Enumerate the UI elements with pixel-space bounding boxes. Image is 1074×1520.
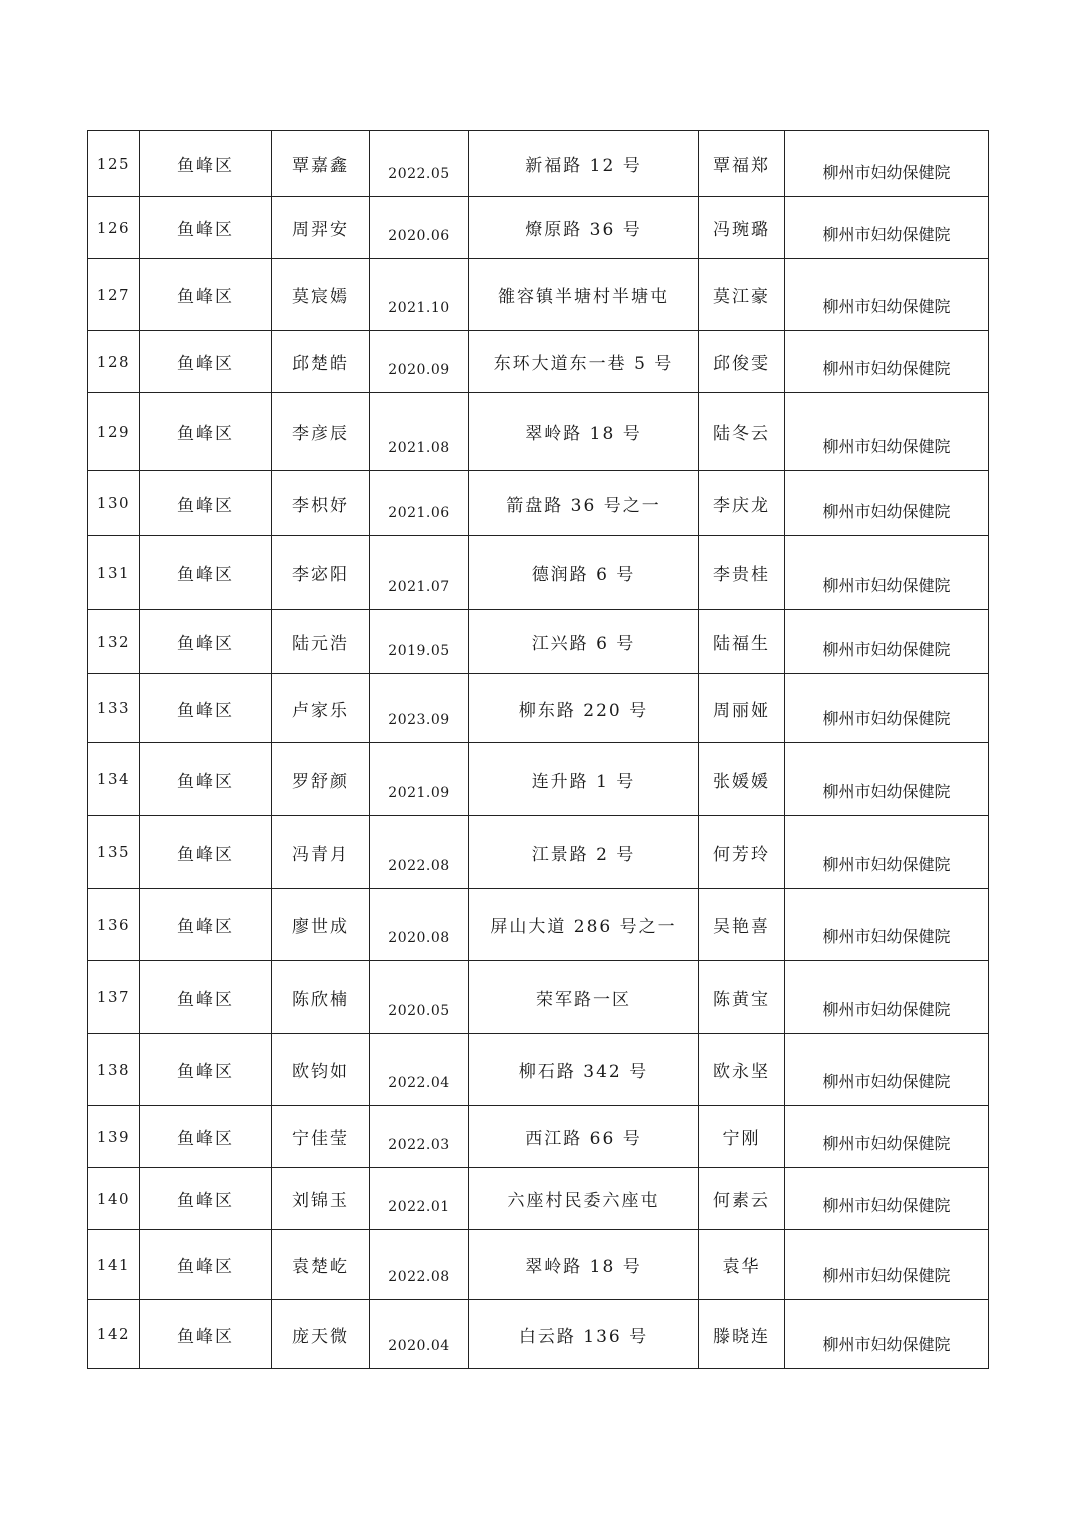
cell-district: 鱼峰区: [140, 961, 272, 1034]
cell-child-name: 袁楚屹: [272, 1230, 370, 1300]
cell-guardian: 滕晓连: [699, 1300, 785, 1369]
cell-guardian: 陆冬云: [699, 393, 785, 471]
cell-date: 2022.08: [370, 1230, 469, 1300]
table-row: [88, 331, 989, 393]
cell-number: 141: [88, 1230, 140, 1300]
cell-district: 鱼峰区: [140, 1230, 272, 1300]
cell-address: 连升路 1 号: [469, 743, 699, 816]
cell-organization: 柳州市妇幼保健院: [785, 131, 989, 197]
cell-number: 142: [88, 1300, 140, 1369]
cell-child-name: 冯青月: [272, 816, 370, 889]
cell-organization: 柳州市妇幼保健院: [785, 393, 989, 471]
table-row: [88, 197, 989, 259]
table-body: [88, 131, 989, 1369]
cell-district: 鱼峰区: [140, 259, 272, 331]
cell-organization: 柳州市妇幼保健院: [785, 331, 989, 393]
cell-child-name: 庞天微: [272, 1300, 370, 1369]
cell-number: 140: [88, 1168, 140, 1230]
cell-district: 鱼峰区: [140, 536, 272, 610]
cell-number: 127: [88, 259, 140, 331]
cell-address: 江兴路 6 号: [469, 610, 699, 674]
cell-number: 129: [88, 393, 140, 471]
table-row: [88, 536, 989, 610]
cell-address: 东环大道东一巷 5 号: [469, 331, 699, 393]
cell-child-name: 刘锦玉: [272, 1168, 370, 1230]
cell-address: 雒容镇半塘村半塘屯: [469, 259, 699, 331]
cell-guardian: 覃福郑: [699, 131, 785, 197]
cell-date: 2022.01: [370, 1168, 469, 1230]
cell-number: 137: [88, 961, 140, 1034]
cell-child-name: 覃嘉鑫: [272, 131, 370, 197]
cell-address: 六座村民委六座屯: [469, 1168, 699, 1230]
cell-district: 鱼峰区: [140, 393, 272, 471]
cell-organization: 柳州市妇幼保健院: [785, 610, 989, 674]
cell-district: 鱼峰区: [140, 674, 272, 743]
cell-date: 2022.05: [370, 131, 469, 197]
cell-address: 西江路 66 号: [469, 1106, 699, 1168]
cell-address: 翠岭路 18 号: [469, 393, 699, 471]
table-row: [88, 1034, 989, 1106]
cell-guardian: 陈黄宝: [699, 961, 785, 1034]
cell-guardian: 莫江豪: [699, 259, 785, 331]
cell-guardian: 邱俊雯: [699, 331, 785, 393]
cell-guardian: 陆福生: [699, 610, 785, 674]
cell-guardian: 宁刚: [699, 1106, 785, 1168]
cell-organization: 柳州市妇幼保健院: [785, 197, 989, 259]
cell-guardian: 吴艳喜: [699, 889, 785, 961]
cell-date: 2020.06: [370, 197, 469, 259]
cell-organization: 柳州市妇幼保健院: [785, 471, 989, 536]
cell-date: 2020.09: [370, 331, 469, 393]
table-row: [88, 674, 989, 743]
cell-guardian: 李庆龙: [699, 471, 785, 536]
cell-organization: 柳州市妇幼保健院: [785, 674, 989, 743]
cell-guardian: 何素云: [699, 1168, 785, 1230]
cell-organization: 柳州市妇幼保健院: [785, 1106, 989, 1168]
cell-district: 鱼峰区: [140, 816, 272, 889]
cell-child-name: 周羿安: [272, 197, 370, 259]
cell-organization: 柳州市妇幼保健院: [785, 536, 989, 610]
cell-address: 柳东路 220 号: [469, 674, 699, 743]
cell-organization: 柳州市妇幼保健院: [785, 1300, 989, 1369]
cell-district: 鱼峰区: [140, 131, 272, 197]
records-table: [87, 130, 989, 1369]
cell-date: 2022.03: [370, 1106, 469, 1168]
table-row: [88, 1300, 989, 1369]
cell-guardian: 欧永坚: [699, 1034, 785, 1106]
cell-district: 鱼峰区: [140, 1168, 272, 1230]
cell-organization: 柳州市妇幼保健院: [785, 743, 989, 816]
table-row: [88, 1230, 989, 1300]
cell-child-name: 李宓阳: [272, 536, 370, 610]
cell-date: 2020.08: [370, 889, 469, 961]
cell-district: 鱼峰区: [140, 889, 272, 961]
cell-date: 2021.10: [370, 259, 469, 331]
table-row: [88, 889, 989, 961]
cell-number: 126: [88, 197, 140, 259]
cell-number: 134: [88, 743, 140, 816]
cell-district: 鱼峰区: [140, 1300, 272, 1369]
cell-organization: 柳州市妇幼保健院: [785, 1168, 989, 1230]
cell-date: 2022.04: [370, 1034, 469, 1106]
cell-number: 136: [88, 889, 140, 961]
cell-address: 德润路 6 号: [469, 536, 699, 610]
cell-child-name: 罗舒颜: [272, 743, 370, 816]
table-row: [88, 816, 989, 889]
cell-address: 柳石路 342 号: [469, 1034, 699, 1106]
cell-organization: 柳州市妇幼保健院: [785, 1230, 989, 1300]
cell-guardian: 张媛媛: [699, 743, 785, 816]
cell-district: 鱼峰区: [140, 1034, 272, 1106]
cell-organization: 柳州市妇幼保健院: [785, 259, 989, 331]
table-row: [88, 610, 989, 674]
cell-organization: 柳州市妇幼保健院: [785, 816, 989, 889]
cell-number: 131: [88, 536, 140, 610]
cell-child-name: 邱楚皓: [272, 331, 370, 393]
cell-address: 箭盘路 36 号之一: [469, 471, 699, 536]
cell-date: 2021.07: [370, 536, 469, 610]
cell-number: 135: [88, 816, 140, 889]
cell-child-name: 陆元浩: [272, 610, 370, 674]
cell-date: 2021.09: [370, 743, 469, 816]
table-row: [88, 961, 989, 1034]
cell-date: 2021.06: [370, 471, 469, 536]
cell-district: 鱼峰区: [140, 471, 272, 536]
cell-address: 荣军路一区: [469, 961, 699, 1034]
cell-date: 2021.08: [370, 393, 469, 471]
cell-child-name: 李彦辰: [272, 393, 370, 471]
cell-district: 鱼峰区: [140, 197, 272, 259]
cell-child-name: 欧钧如: [272, 1034, 370, 1106]
cell-child-name: 卢家乐: [272, 674, 370, 743]
cell-number: 133: [88, 674, 140, 743]
cell-child-name: 李枳妤: [272, 471, 370, 536]
cell-address: 翠岭路 18 号: [469, 1230, 699, 1300]
cell-child-name: 廖世成: [272, 889, 370, 961]
cell-organization: 柳州市妇幼保健院: [785, 961, 989, 1034]
cell-address: 白云路 136 号: [469, 1300, 699, 1369]
cell-address: 燎原路 36 号: [469, 197, 699, 259]
cell-number: 125: [88, 131, 140, 197]
cell-address: 屏山大道 286 号之一: [469, 889, 699, 961]
cell-guardian: 何芳玲: [699, 816, 785, 889]
cell-district: 鱼峰区: [140, 610, 272, 674]
cell-district: 鱼峰区: [140, 743, 272, 816]
cell-child-name: 宁佳莹: [272, 1106, 370, 1168]
table-row: [88, 131, 989, 197]
cell-organization: 柳州市妇幼保健院: [785, 889, 989, 961]
table-row: [88, 1106, 989, 1168]
cell-guardian: 李贵桂: [699, 536, 785, 610]
cell-child-name: 陈欣楠: [272, 961, 370, 1034]
cell-child-name: 莫宸嫣: [272, 259, 370, 331]
table-row: [88, 471, 989, 536]
cell-guardian: 冯琬璐: [699, 197, 785, 259]
cell-number: 132: [88, 610, 140, 674]
cell-number: 128: [88, 331, 140, 393]
cell-date: 2019.05: [370, 610, 469, 674]
cell-date: 2022.08: [370, 816, 469, 889]
cell-date: 2023.09: [370, 674, 469, 743]
cell-address: 新福路 12 号: [469, 131, 699, 197]
cell-address: 江景路 2 号: [469, 816, 699, 889]
cell-date: 2020.05: [370, 961, 469, 1034]
table-row: [88, 743, 989, 816]
table-row: [88, 1168, 989, 1230]
cell-number: 130: [88, 471, 140, 536]
cell-number: 138: [88, 1034, 140, 1106]
table-row: [88, 259, 989, 331]
cell-guardian: 周丽娅: [699, 674, 785, 743]
cell-district: 鱼峰区: [140, 331, 272, 393]
cell-organization: 柳州市妇幼保健院: [785, 1034, 989, 1106]
cell-date: 2020.04: [370, 1300, 469, 1369]
cell-district: 鱼峰区: [140, 1106, 272, 1168]
cell-guardian: 袁华: [699, 1230, 785, 1300]
cell-number: 139: [88, 1106, 140, 1168]
table-row: [88, 393, 989, 471]
